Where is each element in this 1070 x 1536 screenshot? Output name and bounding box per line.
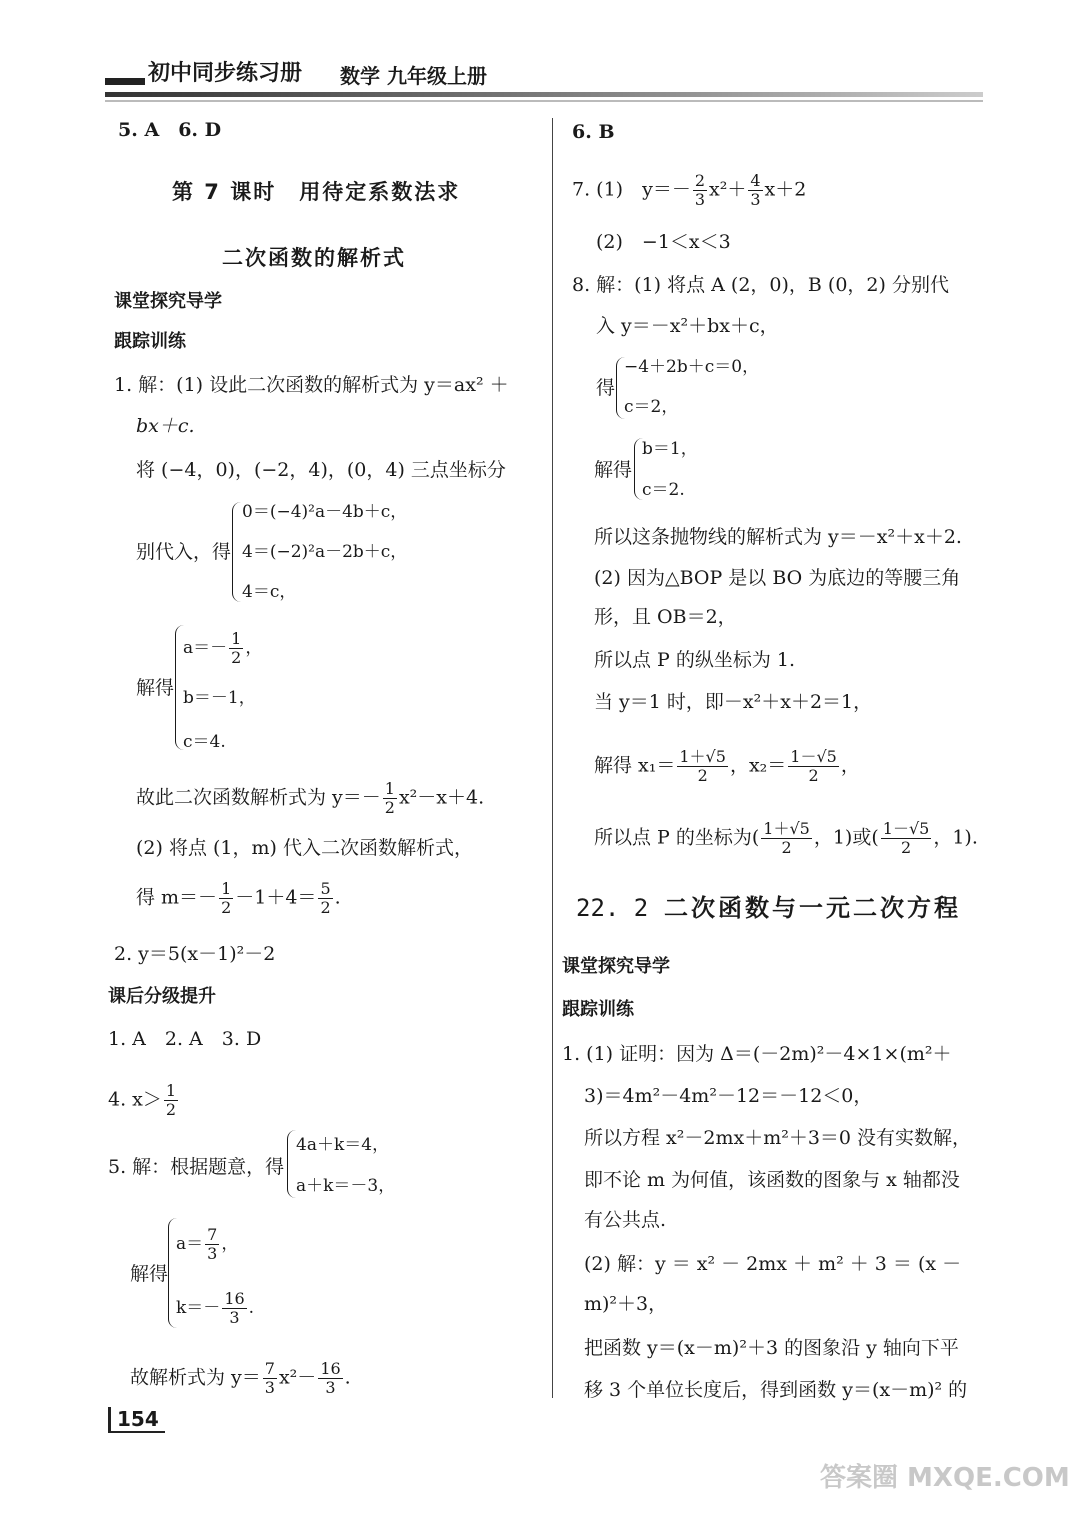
q5-result-end: . [344, 1366, 351, 1389]
q8-part2-b: 形，且 OB＝2， [594, 606, 737, 628]
q8-point-coords [594, 820, 978, 857]
q8-roots-text: 解得 x₁＝ [594, 754, 676, 777]
q5-solution-row2-end: . [248, 1298, 255, 1318]
q1-part2-mid: －1＋4＝ [235, 886, 317, 909]
header-rule-thin [105, 100, 983, 102]
header-rule [105, 92, 983, 97]
q8-part2-d: 当 y＝1 时，即－x²＋x＋2＝1， [594, 691, 873, 713]
q8-system-row2: c＝2， [624, 397, 679, 417]
q1-line-a: 1. 解：(1) 设此二次函数的解析式为 y＝ax² ＋ [114, 374, 509, 396]
q8-part2-a: (2) 因为△BOP 是以 BO 为底边的等腰三角 [594, 567, 961, 589]
q1-system-row3: 4＝c， [242, 582, 297, 602]
q1-solution-prefix: 解得 [136, 677, 175, 699]
fraction-denominator: 2 [697, 766, 708, 785]
q5-solution-row1 [176, 1226, 238, 1263]
q5-solution-fraction2 [222, 1290, 246, 1327]
q7-part1-text: 7. (1) y＝－ [572, 178, 691, 201]
fraction-denominator: 2 [221, 898, 232, 917]
q1-part2-fraction1 [219, 880, 233, 917]
q4-fraction [164, 1082, 178, 1119]
q1-solution-row1-text: a＝－ [183, 638, 228, 658]
q8-point-end: ，1). [933, 826, 978, 849]
fraction-numerator: 1－√5 [882, 819, 930, 838]
q1-system-row2: 4＝(−2)²a－2b＋c， [242, 542, 408, 562]
q5-system-row1: 4a＋k＝4， [296, 1135, 390, 1155]
fraction-numerator: 1－√5 [790, 747, 837, 766]
q1-solution-row2: b＝－1， [183, 688, 256, 708]
q5-solution-row2-text: k＝－ [176, 1298, 221, 1318]
q4-text: 4. x＞ [108, 1088, 162, 1111]
lesson-title-line1: 第 7 课时 用待定系数法求 [172, 180, 461, 204]
q5-system-brace [287, 1130, 296, 1198]
r1-line-a: 1. (1) 证明：因为 Δ＝(－2m)²－4×1×(m²＋ [562, 1043, 952, 1065]
q5-result-fraction2 [318, 1360, 342, 1397]
q1-part2-fraction2 [318, 880, 332, 917]
q8-part2-c: 所以点 P 的纵坐标为 1. [594, 649, 796, 671]
fraction-numerator: 1 [384, 779, 395, 798]
q7-part1-mid: x²＋ [709, 178, 747, 201]
q1-solution-row1 [183, 630, 262, 667]
fraction-denominator: 2 [900, 838, 912, 857]
q1-result-text: 故此二次函数解析式为 y＝－ [136, 786, 381, 809]
q1-result [136, 780, 484, 817]
q8-solution-prefix: 解得 [594, 459, 633, 481]
r1-line-c: 所以方程 x²－2mx＋m²＋3＝0 没有实数解， [584, 1127, 972, 1149]
r2-line-b: m)²＋3， [584, 1293, 668, 1315]
q8-solution-row1: b＝1， [642, 439, 698, 459]
answer-5-6: 5. A 6. D [118, 119, 222, 141]
fraction-denominator: 2 [384, 798, 395, 817]
fraction-denominator: 2 [231, 648, 242, 667]
q8-root2-fraction [788, 748, 839, 785]
fraction-denominator: 3 [207, 1244, 218, 1263]
right-section-heading: 课堂探究导学 [562, 956, 670, 977]
q8-point-text: 所以点 P 的坐标为( [594, 826, 760, 849]
q1-system-brace [232, 502, 241, 602]
q8-result: 所以这条抛物线的解析式为 y＝－x²＋x＋2. [594, 526, 962, 548]
fraction-numerator: 7 [207, 1225, 218, 1244]
fraction-denominator: 3 [750, 190, 761, 209]
fraction-numerator: 4 [750, 171, 761, 190]
q5-solution-prefix: 解得 [130, 1263, 169, 1285]
q8-point-mid: ，1)或( [813, 826, 879, 849]
fraction-numerator: 1＋√5 [679, 747, 726, 766]
fraction-denominator: 2 [781, 838, 792, 857]
fraction-numerator: 5 [320, 879, 331, 898]
q1-solution-row3: c＝4. [183, 732, 226, 752]
q8-root1-fraction [677, 748, 728, 785]
q5-result-text: 故解析式为 y＝ [130, 1366, 261, 1389]
q1-line-b: bx＋c. [136, 415, 195, 437]
q1-part2-text: 得 m＝－ [136, 886, 218, 909]
r2-line-a: (2) 解：y ＝ x² － 2mx ＋ m² ＋ 3 ＝ (x － [584, 1253, 962, 1275]
q1-part2-result [136, 880, 341, 917]
q5-solution-row1-text: a＝ [176, 1234, 204, 1254]
q7-fraction1 [693, 172, 707, 209]
right-subsection-heading: 跟踪训练 [562, 999, 634, 1020]
q8-point-fraction2 [881, 820, 932, 857]
q1-line-c: 将 (−4，0)，(−2，4)，(0，4) 三点坐标分 [136, 459, 506, 481]
q5-solution-row2 [176, 1290, 254, 1327]
fraction-denominator: 3 [694, 190, 706, 209]
answer-6: 6. B [572, 121, 615, 143]
q5-system-row2: a＋k＝－3， [296, 1176, 396, 1196]
fraction-numerator: 16 [224, 1289, 245, 1308]
q7-part1 [572, 172, 806, 209]
subsection-heading: 跟踪训练 [114, 331, 186, 352]
q8-system-row1: −4＋2b＋c＝0， [624, 357, 760, 377]
section-22-2-title: 二次函数与一元二次方程 [664, 894, 961, 922]
r2-line-d: 移 3 个单位长度后，得到函数 y＝(x－m)² 的 [584, 1379, 968, 1401]
q1-result-end: x²－x＋4. [398, 786, 485, 809]
q5-solution-row1-end: ， [221, 1234, 239, 1254]
q1-part2-end: . [334, 886, 341, 909]
fraction-numerator: 1 [221, 879, 232, 898]
q5-result-mid: x²－ [278, 1366, 317, 1389]
r1-line-d: 即不论 m 为何值，该函数的图象与 x 轴都没 [584, 1169, 960, 1191]
fraction-numerator: 1＋√5 [763, 819, 810, 838]
q5-solution-fraction1 [205, 1226, 219, 1263]
fraction-denominator: 3 [325, 1378, 336, 1397]
fraction-numerator: 16 [320, 1359, 341, 1378]
r1-line-e: 有公共点. [584, 1209, 667, 1231]
fraction-denominator: 2 [320, 898, 331, 917]
q8-system-prefix: 得 [596, 377, 616, 399]
q8-line-b: 入 y＝－x²＋bx＋c， [596, 315, 779, 337]
fraction-numerator: 2 [694, 171, 706, 190]
q5-prefix: 5. 解：根据题意，得 [108, 1156, 285, 1178]
q2-answer: 2. y＝5(x－1)²－2 [114, 943, 276, 965]
page-number: 154 [108, 1407, 165, 1433]
section-heading: 课堂探究导学 [114, 291, 222, 312]
fraction-denominator: 2 [165, 1100, 177, 1119]
q5-result-fraction1 [263, 1360, 277, 1397]
fraction-denominator: 2 [808, 766, 819, 785]
q7-part1-end: x＋2 [764, 178, 807, 201]
fraction-numerator: 1 [165, 1081, 177, 1100]
r1-line-b: 3)＝4m²－4m²－12＝－12＜0， [584, 1085, 873, 1107]
fraction-numerator: 1 [231, 629, 242, 648]
fraction-denominator: 3 [264, 1378, 275, 1397]
section-heading-2: 课后分级提升 [108, 986, 216, 1007]
q4-answer [108, 1082, 180, 1119]
header-book-title: 初中同步练习册 [148, 61, 303, 86]
q1-solution-row1-end: ， [245, 638, 263, 658]
column-divider [552, 118, 553, 1398]
watermark: 答案圈 MXQE.COM [820, 1463, 1070, 1493]
q1-part2: (2) 将点 (1，m) 代入二次函数解析式， [136, 837, 473, 859]
r2-line-c: 把函数 y＝(x－m)²＋3 的图象沿 y 轴向下平 [584, 1337, 959, 1359]
q8-roots-end: ， [840, 754, 860, 777]
q8-line-a: 8. 解：(1) 将点 A (2，0)，B (0，2) 分别代 [572, 274, 949, 296]
q8-roots-mid: ，x₂＝ [729, 754, 787, 777]
q8-roots [594, 748, 860, 785]
q5-result [130, 1360, 351, 1397]
answers-1-3: 1. A 2. A 3. D [108, 1028, 262, 1050]
section-22-2-number: 22. 2 [576, 894, 649, 922]
q1-solution-fraction [229, 630, 243, 667]
q7-part2: (2) −1＜x＜3 [596, 231, 731, 253]
fraction-denominator: 3 [229, 1308, 240, 1327]
header-subject: 数学 九年级上册 [340, 64, 487, 88]
q1-system-row1: 0＝(−4)²a－4b＋c， [242, 502, 408, 522]
q8-point-fraction1 [761, 820, 812, 857]
fraction-numerator: 7 [264, 1359, 275, 1378]
header-left-bar [105, 78, 145, 85]
q7-fraction2 [748, 172, 762, 209]
lesson-title-line2: 二次函数的解析式 [222, 246, 406, 270]
q8-solution-row2: c＝2. [642, 480, 685, 500]
q1-result-fraction [383, 780, 397, 817]
q1-system-prefix: 别代入，得 [136, 541, 232, 563]
